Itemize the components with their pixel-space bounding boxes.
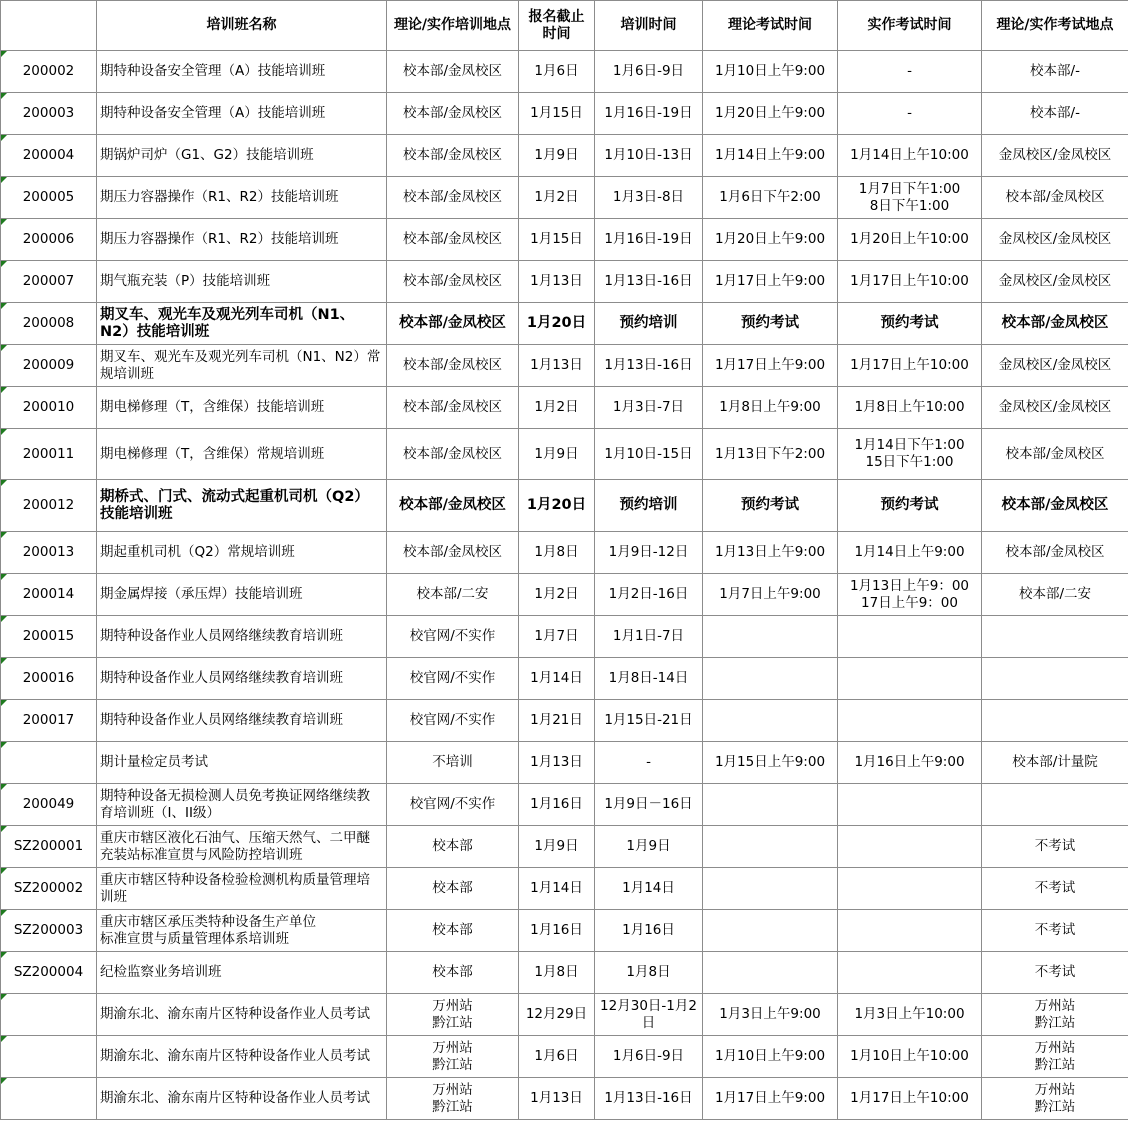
deadline-cell: 1月7日 xyxy=(519,616,595,658)
course-name-cell: 期渝东北、渝东南片区特种设备作业人员考试 xyxy=(97,994,387,1036)
training-time-cell: 12月30日-1月2日 xyxy=(595,994,703,1036)
practice-exam-cell xyxy=(838,700,982,742)
table-row xyxy=(1,532,1128,574)
code-cell: 200006 xyxy=(1,219,97,261)
training-time-cell: 1月16日-19日 xyxy=(595,93,703,135)
course-name-cell: 期特种设备作业人员网络继续教育培训班 xyxy=(97,616,387,658)
course-name-cell: 期电梯修理（T，含维保）常规培训班 xyxy=(97,429,387,480)
training-time-cell: 1月13日-16日 xyxy=(595,1078,703,1120)
deadline-cell: 1月8日 xyxy=(519,532,595,574)
theory-exam-cell: 1月17日上午9:00 xyxy=(703,345,838,387)
header-cell-theory-exam: 理论考试时间 xyxy=(703,1,838,51)
exam-location-cell: 万州站 黔江站 xyxy=(982,1078,1128,1120)
training-time-cell: - xyxy=(595,742,703,784)
training-location-cell: 校本部/金凤校区 xyxy=(387,387,519,429)
practice-exam-cell: - xyxy=(838,51,982,93)
deadline-cell: 1月9日 xyxy=(519,135,595,177)
training-time-cell: 1月16日-19日 xyxy=(595,219,703,261)
theory-exam-cell xyxy=(703,826,838,868)
code-cell: 200002 xyxy=(1,51,97,93)
header-cell-deadline: 报名截止时间 xyxy=(519,1,595,51)
training-location-cell: 校本部 xyxy=(387,952,519,994)
course-name-cell: 重庆市辖区特种设备检验检测机构质量管理培训班 xyxy=(97,868,387,910)
theory-exam-cell: 1月17日上午9:00 xyxy=(703,261,838,303)
code-cell: 200005 xyxy=(1,177,97,219)
training-location-cell: 校官网/不实作 xyxy=(387,658,519,700)
header-cell-practice-exam: 实作考试时间 xyxy=(838,1,982,51)
training-location-cell: 校本部/金凤校区 xyxy=(387,303,519,345)
practice-exam-cell: 1月16日上午9:00 xyxy=(838,742,982,784)
training-time-cell: 1月3日-8日 xyxy=(595,177,703,219)
table-row xyxy=(1,429,1128,480)
training-time-cell: 1月9日 xyxy=(595,826,703,868)
theory-exam-cell xyxy=(703,700,838,742)
header-cell-exam-location: 理论/实作考试地点 xyxy=(982,1,1128,51)
exam-location-cell: 金凤校区/金凤校区 xyxy=(982,387,1128,429)
deadline-cell: 1月20日 xyxy=(519,480,595,532)
course-name-cell: 期特种设备安全管理（A）技能培训班 xyxy=(97,51,387,93)
deadline-cell: 1月15日 xyxy=(519,93,595,135)
header-cell-name: 培训班名称 xyxy=(97,1,387,51)
course-name-cell: 期压力容器操作（R1、R2）技能培训班 xyxy=(97,219,387,261)
practice-exam-cell xyxy=(838,910,982,952)
deadline-cell: 1月15日 xyxy=(519,219,595,261)
training-location-cell: 校本部 xyxy=(387,826,519,868)
course-name-cell: 重庆市辖区液化石油气、压缩天然气、二甲醚充装站标准宣贯与风险防控培训班 xyxy=(97,826,387,868)
practice-exam-cell: 1月3日上午10:00 xyxy=(838,994,982,1036)
code-cell: 200016 xyxy=(1,658,97,700)
exam-location-cell: 校本部/金凤校区 xyxy=(982,177,1128,219)
course-name-cell: 期叉车、观光车及观光列车司机（N1、N2）常规培训班 xyxy=(97,345,387,387)
exam-location-cell: 校本部/金凤校区 xyxy=(982,429,1128,480)
practice-exam-cell: 预约考试 xyxy=(838,303,982,345)
training-time-cell: 1月10日-15日 xyxy=(595,429,703,480)
training-time-cell: 1月13日-16日 xyxy=(595,261,703,303)
table-row xyxy=(1,952,1128,994)
code-cell: 200011 xyxy=(1,429,97,480)
code-cell: 200007 xyxy=(1,261,97,303)
header-cell-location: 理论/实作培训地点 xyxy=(387,1,519,51)
practice-exam-cell: 1月14日上午9:00 xyxy=(838,532,982,574)
deadline-cell: 1月16日 xyxy=(519,910,595,952)
code-cell: SZ200001 xyxy=(1,826,97,868)
training-location-cell: 校本部/金凤校区 xyxy=(387,219,519,261)
training-location-cell: 校官网/不实作 xyxy=(387,784,519,826)
table-row xyxy=(1,261,1128,303)
training-time-cell: 1月16日 xyxy=(595,910,703,952)
table-row xyxy=(1,658,1128,700)
deadline-cell: 1月2日 xyxy=(519,574,595,616)
practice-exam-cell: 1月13日上午9：00 17日上午9：00 xyxy=(838,574,982,616)
table-row xyxy=(1,303,1128,345)
theory-exam-cell: 1月6日下午2:00 xyxy=(703,177,838,219)
deadline-cell: 1月6日 xyxy=(519,1036,595,1078)
training-time-cell: 1月2日-16日 xyxy=(595,574,703,616)
table-row xyxy=(1,574,1128,616)
theory-exam-cell xyxy=(703,868,838,910)
code-cell: SZ200004 xyxy=(1,952,97,994)
theory-exam-cell: 1月10日上午9:00 xyxy=(703,51,838,93)
table-row xyxy=(1,93,1128,135)
practice-exam-cell: 1月14日下午1:00 15日下午1:00 xyxy=(838,429,982,480)
training-time-cell: 1月1日-7日 xyxy=(595,616,703,658)
header-row xyxy=(1,1,1128,51)
exam-location-cell: 金凤校区/金凤校区 xyxy=(982,345,1128,387)
training-time-cell: 1月14日 xyxy=(595,868,703,910)
practice-exam-cell: - xyxy=(838,93,982,135)
code-cell: SZ200003 xyxy=(1,910,97,952)
training-location-cell: 万州站 黔江站 xyxy=(387,1078,519,1120)
table-row xyxy=(1,1036,1128,1078)
theory-exam-cell: 1月8日上午9:00 xyxy=(703,387,838,429)
table-row xyxy=(1,616,1128,658)
practice-exam-cell xyxy=(838,658,982,700)
training-location-cell: 校本部/金凤校区 xyxy=(387,429,519,480)
course-name-cell: 期计量检定员考试 xyxy=(97,742,387,784)
table-body xyxy=(1,51,1128,1120)
exam-location-cell: 不考试 xyxy=(982,952,1128,994)
deadline-cell: 1月13日 xyxy=(519,742,595,784)
theory-exam-cell: 1月17日上午9:00 xyxy=(703,1078,838,1120)
course-name-cell: 期锅炉司炉（G1、G2）技能培训班 xyxy=(97,135,387,177)
code-cell xyxy=(1,1078,97,1120)
training-location-cell: 校本部/金凤校区 xyxy=(387,135,519,177)
course-name-cell: 期特种设备作业人员网络继续教育培训班 xyxy=(97,700,387,742)
practice-exam-cell xyxy=(838,616,982,658)
course-name-cell: 期特种设备无损检测人员免考换证网络继续教育培训班（I、II级） xyxy=(97,784,387,826)
exam-location-cell: 不考试 xyxy=(982,868,1128,910)
code-cell: 200004 xyxy=(1,135,97,177)
course-name-cell: 期渝东北、渝东南片区特种设备作业人员考试 xyxy=(97,1036,387,1078)
theory-exam-cell: 1月10日上午9:00 xyxy=(703,1036,838,1078)
deadline-cell: 1月9日 xyxy=(519,429,595,480)
code-cell: 200008 xyxy=(1,303,97,345)
training-location-cell: 校本部/金凤校区 xyxy=(387,51,519,93)
theory-exam-cell: 1月13日上午9:00 xyxy=(703,532,838,574)
training-time-cell: 预约培训 xyxy=(595,480,703,532)
training-time-cell: 1月8日 xyxy=(595,952,703,994)
exam-location-cell: 不考试 xyxy=(982,910,1128,952)
practice-exam-cell: 1月20日上午10:00 xyxy=(838,219,982,261)
table-row xyxy=(1,1078,1128,1120)
training-location-cell: 校本部/金凤校区 xyxy=(387,261,519,303)
theory-exam-cell xyxy=(703,658,838,700)
course-name-cell: 重庆市辖区承压类特种设备生产单位 标准宣贯与质量管理体系培训班 xyxy=(97,910,387,952)
course-name-cell: 期桥式、门式、流动式起重机司机（Q2）技能培训班 xyxy=(97,480,387,532)
table-row xyxy=(1,387,1128,429)
deadline-cell: 1月6日 xyxy=(519,51,595,93)
course-name-cell: 期压力容器操作（R1、R2）技能培训班 xyxy=(97,177,387,219)
theory-exam-cell: 1月7日上午9:00 xyxy=(703,574,838,616)
course-name-cell: 期特种设备安全管理（A）技能培训班 xyxy=(97,93,387,135)
deadline-cell: 1月9日 xyxy=(519,826,595,868)
deadline-cell: 1月2日 xyxy=(519,177,595,219)
exam-location-cell xyxy=(982,616,1128,658)
course-name-cell: 期叉车、观光车及观光列车司机（N1、N2）技能培训班 xyxy=(97,303,387,345)
training-location-cell: 校本部/金凤校区 xyxy=(387,93,519,135)
table-row xyxy=(1,994,1128,1036)
code-cell xyxy=(1,1036,97,1078)
exam-location-cell: 校本部/金凤校区 xyxy=(982,480,1128,532)
theory-exam-cell xyxy=(703,952,838,994)
practice-exam-cell: 1月17日上午10:00 xyxy=(838,1078,982,1120)
exam-location-cell xyxy=(982,784,1128,826)
training-time-cell: 预约培训 xyxy=(595,303,703,345)
code-cell: 200009 xyxy=(1,345,97,387)
practice-exam-cell xyxy=(838,952,982,994)
training-location-cell: 校官网/不实作 xyxy=(387,700,519,742)
code-cell: 200012 xyxy=(1,480,97,532)
table-row xyxy=(1,51,1128,93)
training-time-cell: 1月3日-7日 xyxy=(595,387,703,429)
exam-location-cell: 校本部/二安 xyxy=(982,574,1128,616)
training-location-cell: 校本部/金凤校区 xyxy=(387,480,519,532)
practice-exam-cell: 1月10日上午10:00 xyxy=(838,1036,982,1078)
table-row xyxy=(1,700,1128,742)
deadline-cell: 1月8日 xyxy=(519,952,595,994)
practice-exam-cell: 1月7日下午1:00 8日下午1:00 xyxy=(838,177,982,219)
course-name-cell: 期特种设备作业人员网络继续教育培训班 xyxy=(97,658,387,700)
code-cell xyxy=(1,994,97,1036)
training-location-cell: 万州站 黔江站 xyxy=(387,1036,519,1078)
practice-exam-cell xyxy=(838,784,982,826)
deadline-cell: 1月13日 xyxy=(519,261,595,303)
header-cell-training-time: 培训时间 xyxy=(595,1,703,51)
theory-exam-cell xyxy=(703,616,838,658)
theory-exam-cell: 1月20日上午9:00 xyxy=(703,93,838,135)
exam-location-cell xyxy=(982,658,1128,700)
exam-location-cell: 万州站 黔江站 xyxy=(982,994,1128,1036)
training-time-cell: 1月13日-16日 xyxy=(595,345,703,387)
code-cell: 200010 xyxy=(1,387,97,429)
header-cell-code xyxy=(1,1,97,51)
deadline-cell: 1月13日 xyxy=(519,345,595,387)
deadline-cell: 1月16日 xyxy=(519,784,595,826)
course-name-cell: 期渝东北、渝东南片区特种设备作业人员考试 xyxy=(97,1078,387,1120)
deadline-cell: 1月14日 xyxy=(519,868,595,910)
training-location-cell: 校本部/金凤校区 xyxy=(387,345,519,387)
training-time-cell: 1月9日-12日 xyxy=(595,532,703,574)
deadline-cell: 1月21日 xyxy=(519,700,595,742)
deadline-cell: 1月14日 xyxy=(519,658,595,700)
practice-exam-cell: 1月17日上午10:00 xyxy=(838,345,982,387)
exam-location-cell: 校本部/计量院 xyxy=(982,742,1128,784)
training-time-cell: 1月9日－16日 xyxy=(595,784,703,826)
theory-exam-cell: 1月13日下午2:00 xyxy=(703,429,838,480)
deadline-cell: 1月20日 xyxy=(519,303,595,345)
code-cell xyxy=(1,742,97,784)
theory-exam-cell: 1月14日上午9:00 xyxy=(703,135,838,177)
theory-exam-cell xyxy=(703,910,838,952)
table-row xyxy=(1,135,1128,177)
training-location-cell: 校官网/不实作 xyxy=(387,616,519,658)
table-row xyxy=(1,784,1128,826)
deadline-cell: 1月2日 xyxy=(519,387,595,429)
exam-location-cell: 不考试 xyxy=(982,826,1128,868)
training-time-cell: 1月15日-21日 xyxy=(595,700,703,742)
table-row xyxy=(1,826,1128,868)
course-name-cell: 期电梯修理（T，含维保）技能培训班 xyxy=(97,387,387,429)
training-location-cell: 校本部 xyxy=(387,868,519,910)
training-location-cell: 校本部 xyxy=(387,910,519,952)
training-location-cell: 校本部/二安 xyxy=(387,574,519,616)
exam-location-cell: 校本部/金凤校区 xyxy=(982,532,1128,574)
exam-location-cell: 校本部/- xyxy=(982,51,1128,93)
training-location-cell: 校本部/金凤校区 xyxy=(387,177,519,219)
exam-location-cell: 金凤校区/金凤校区 xyxy=(982,135,1128,177)
theory-exam-cell: 1月20日上午9:00 xyxy=(703,219,838,261)
table-row xyxy=(1,345,1128,387)
training-time-cell: 1月6日-9日 xyxy=(595,51,703,93)
table-row xyxy=(1,910,1128,952)
training-time-cell: 1月10日-13日 xyxy=(595,135,703,177)
code-cell: 200015 xyxy=(1,616,97,658)
table-row xyxy=(1,868,1128,910)
exam-location-cell: 校本部/- xyxy=(982,93,1128,135)
deadline-cell: 12月29日 xyxy=(519,994,595,1036)
code-cell: 200003 xyxy=(1,93,97,135)
code-cell: SZ200002 xyxy=(1,868,97,910)
table-row xyxy=(1,480,1128,532)
practice-exam-cell: 1月14日上午10:00 xyxy=(838,135,982,177)
training-time-cell: 1月8日-14日 xyxy=(595,658,703,700)
practice-exam-cell xyxy=(838,868,982,910)
training-time-cell: 1月6日-9日 xyxy=(595,1036,703,1078)
course-name-cell: 期起重机司机（Q2）常规培训班 xyxy=(97,532,387,574)
table-row xyxy=(1,177,1128,219)
practice-exam-cell: 1月8日上午10:00 xyxy=(838,387,982,429)
theory-exam-cell: 1月3日上午9:00 xyxy=(703,994,838,1036)
theory-exam-cell: 预约考试 xyxy=(703,480,838,532)
code-cell: 200013 xyxy=(1,532,97,574)
course-name-cell: 期金属焊接（承压焊）技能培训班 xyxy=(97,574,387,616)
exam-location-cell: 校本部/金凤校区 xyxy=(982,303,1128,345)
code-cell: 200017 xyxy=(1,700,97,742)
training-location-cell: 不培训 xyxy=(387,742,519,784)
code-cell: 200049 xyxy=(1,784,97,826)
exam-location-cell: 金凤校区/金凤校区 xyxy=(982,219,1128,261)
theory-exam-cell: 1月15日上午9:00 xyxy=(703,742,838,784)
exam-location-cell: 金凤校区/金凤校区 xyxy=(982,261,1128,303)
training-location-cell: 校本部/金凤校区 xyxy=(387,532,519,574)
code-cell: 200014 xyxy=(1,574,97,616)
theory-exam-cell: 预约考试 xyxy=(703,303,838,345)
deadline-cell: 1月13日 xyxy=(519,1078,595,1120)
course-name-cell: 纪检监察业务培训班 xyxy=(97,952,387,994)
practice-exam-cell xyxy=(838,826,982,868)
exam-location-cell: 万州站 黔江站 xyxy=(982,1036,1128,1078)
theory-exam-cell xyxy=(703,784,838,826)
table-row xyxy=(1,219,1128,261)
exam-location-cell xyxy=(982,700,1128,742)
practice-exam-cell: 1月17日上午10:00 xyxy=(838,261,982,303)
practice-exam-cell: 预约考试 xyxy=(838,480,982,532)
training-location-cell: 万州站 黔江站 xyxy=(387,994,519,1036)
table-row xyxy=(1,742,1128,784)
course-name-cell: 期气瓶充装（P）技能培训班 xyxy=(97,261,387,303)
